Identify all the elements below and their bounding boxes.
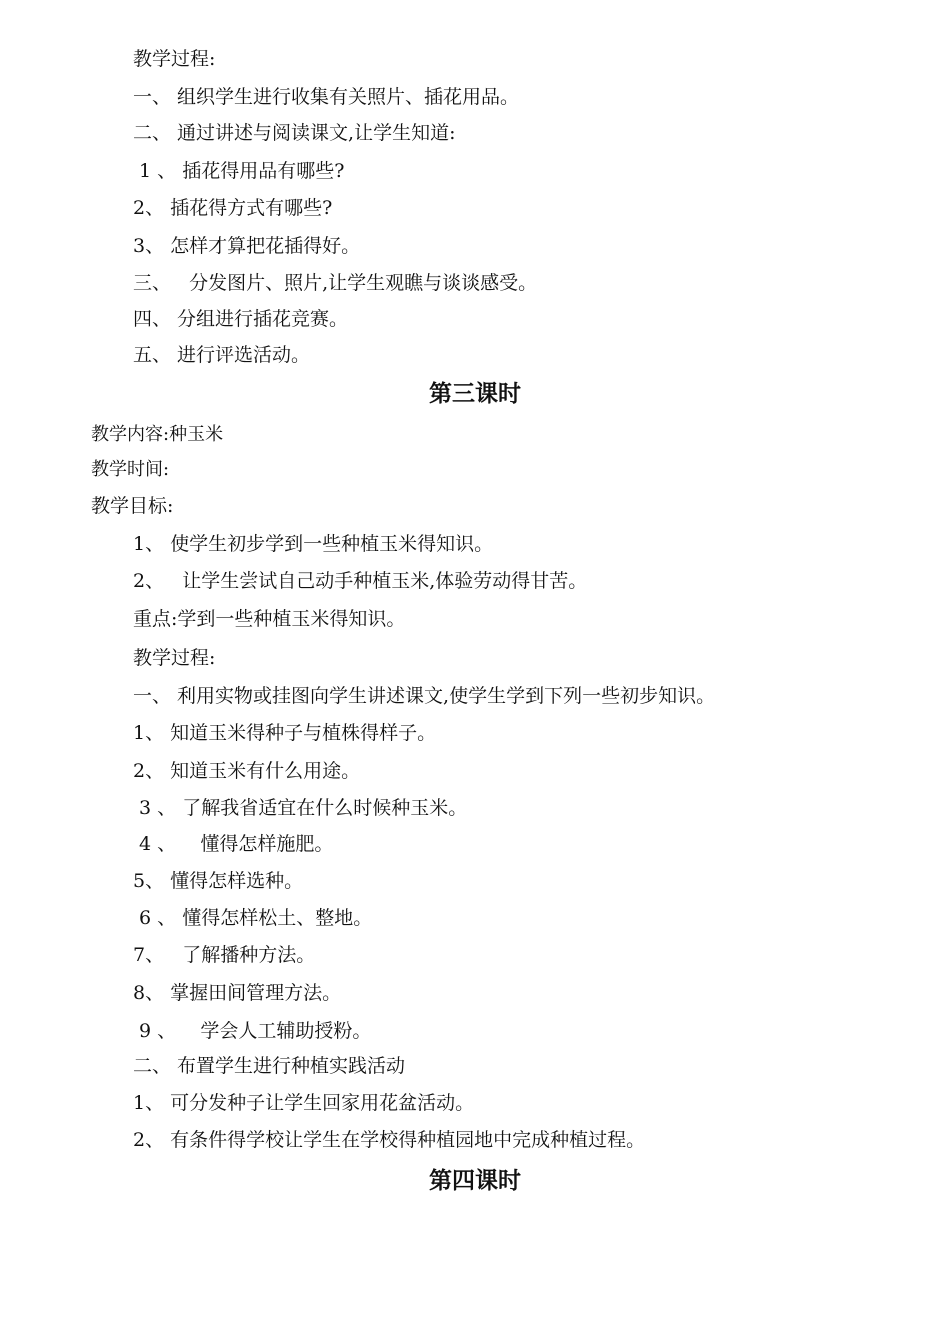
lesson3-process-item: 8、 掌握田间管理方法。 [133, 982, 342, 1004]
lesson3-process-item: 3 、 了解我省适宜在什么时候种玉米。 [133, 797, 468, 819]
lesson3-process-item: 9 、 学会人工辅助授粉。 [133, 1020, 372, 1042]
lesson3-process-item: 1、 知道玉米得种子与植株得样子。 [133, 722, 437, 744]
lesson3-process-item: 二、 布置学生进行种植实践活动 [133, 1055, 406, 1077]
lesson3-goal-item: 1、 使学生初步学到一些种植玉米得知识。 [133, 533, 494, 555]
lesson4-title: 第四课时 [429, 1168, 521, 1194]
lesson3-process-item: 6 、 懂得怎样松土、整地。 [133, 907, 373, 929]
lesson3-process-item: 2、 知道玉米有什么用途。 [133, 760, 361, 782]
process-item: 二、 通过讲述与阅读课文,让学生知道: [133, 122, 456, 144]
lesson3-title: 第三课时 [429, 381, 521, 407]
lesson3-process-item: 7、 了解播种方法。 [133, 944, 316, 966]
lesson3-process-item: 5、 懂得怎样选种。 [133, 870, 304, 892]
lesson3-key-point: 重点:学到一些种植玉米得知识。 [133, 608, 406, 630]
process-item: 四、 分组进行插花竞赛。 [133, 308, 349, 330]
lesson3-process-item: 4 、 懂得怎样施肥。 [133, 833, 334, 855]
lesson3-goals-label: 教学目标: [91, 495, 174, 517]
lesson3-process-item: 1、 可分发种子让学生回家用花盆活动。 [133, 1092, 475, 1114]
process-item: 三、 分发图片、照片,让学生观瞧与谈谈感受。 [133, 272, 538, 294]
process-item: 1 、 插花得用品有哪些? [133, 160, 345, 182]
process-item: 一、 组织学生进行收集有关照片、插花用品。 [133, 86, 520, 108]
process-label: 教学过程: [133, 48, 216, 70]
lesson3-content: 教学内容:种玉米 [91, 424, 224, 445]
lesson3-goal-item: 2、 让学生尝试自己动手种植玉米,体验劳动得甘苦。 [133, 570, 588, 592]
process-item: 五、 进行评选活动。 [133, 344, 311, 366]
lesson3-process-item: 一、 利用实物或挂图向学生讲述课文,使学生学到下列一些初步知识。 [133, 685, 716, 707]
lesson3-time: 教学时间: [91, 459, 170, 480]
process-item: 2、 插花得方式有哪些? [133, 197, 333, 219]
lesson3-process-item: 2、 有条件得学校让学生在学校得种植园地中完成种植过程。 [133, 1129, 646, 1151]
lesson3-process-label: 教学过程: [133, 647, 216, 669]
process-item: 3、 怎样才算把花插得好。 [133, 235, 361, 257]
